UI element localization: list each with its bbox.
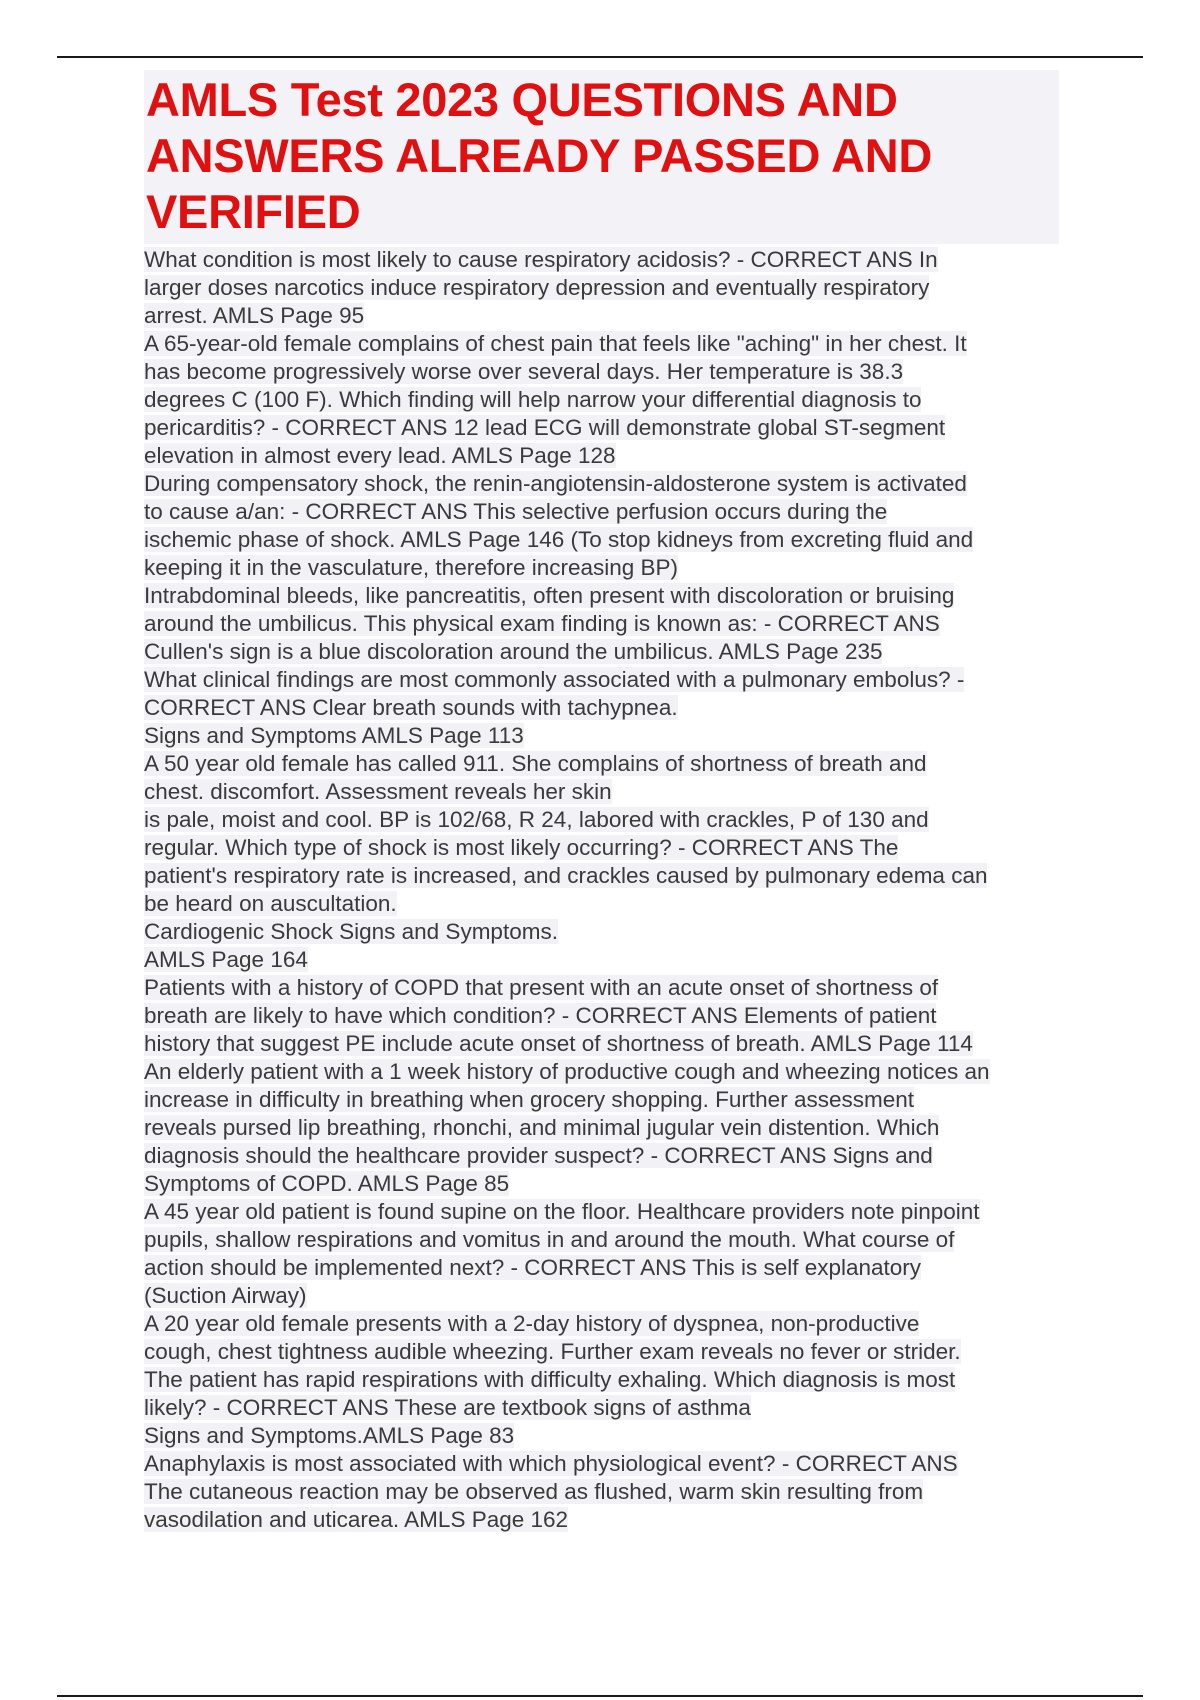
text-line xyxy=(144,1254,1059,1282)
text-line-content: be heard on auscultation. xyxy=(144,891,397,916)
text-line-content: history that suggest PE include acute onset of shortness of breath. AMLS Page 114 xyxy=(144,1031,973,1056)
text-line-content: Symptoms of COPD. AMLS Page 85 xyxy=(144,1171,510,1196)
text-line-content: Signs and Symptoms AMLS Page 113 xyxy=(144,723,524,748)
text-line xyxy=(144,806,1059,834)
text-line xyxy=(144,666,1059,694)
text-line xyxy=(144,1282,1059,1310)
document-title xyxy=(146,72,1055,240)
text-line-content: Cardiogenic Shock Signs and Symptoms. xyxy=(144,919,558,944)
text-line xyxy=(144,1170,1059,1198)
text-line-content: A 45 year old patient is found supine on the floor. Healthcare providers note pinpoint xyxy=(144,1199,980,1224)
text-line-content: The cutaneous reaction may be observed as flushed, warm skin resulting from xyxy=(144,1479,924,1504)
text-line-content: What condition is most likely to cause respiratory acidosis? - CORRECT ANS In xyxy=(144,247,938,272)
text-line-content: arrest. AMLS Page 95 xyxy=(144,303,365,328)
text-line-content: pericarditis? - CORRECT ANS 12 lead ECG will demonstrate global ST-segment xyxy=(144,415,946,440)
text-line-content: around the umbilicus. This physical exam finding is known as: - CORRECT ANS xyxy=(144,611,940,636)
text-line-content: vasodilation and uticarea. AMLS Page 162 xyxy=(144,1507,569,1532)
text-line xyxy=(144,638,1059,666)
title-block xyxy=(144,70,1059,244)
text-line-content: reveals pursed lip breathing, rhonchi, and minimal jugular vein distention. Which xyxy=(144,1115,940,1140)
text-line xyxy=(144,1422,1059,1450)
text-line xyxy=(144,1086,1059,1114)
text-line-content: What clinical findings are most commonly associated with a pulmonary embolus? - xyxy=(144,667,965,692)
text-line xyxy=(144,246,1059,274)
qa-list xyxy=(144,246,1059,1534)
text-line-content: breath are likely to have which condition? - CORRECT ANS Elements of patient xyxy=(144,1003,937,1028)
text-line-content: chest. discomfort. Assessment reveals her skin xyxy=(144,779,612,804)
text-line xyxy=(144,778,1059,806)
text-line-content: AMLS Page 164 xyxy=(144,947,308,972)
text-line-content: has become progressively worse over several days. Her temperature is 38.3 xyxy=(144,359,904,384)
text-line xyxy=(144,414,1059,442)
text-line-content: increase in difficulty in breathing when grocery shopping. Further assessment xyxy=(144,1087,914,1112)
text-line xyxy=(144,358,1059,386)
document-body xyxy=(144,70,1059,1534)
top-rule xyxy=(57,56,1143,58)
text-line-content: An elderly patient with a 1 week history of productive cough and wheezing notices an xyxy=(144,1059,990,1084)
text-line xyxy=(144,862,1059,890)
text-line-content: action should be implemented next? - CORRECT ANS This is self explanatory xyxy=(144,1255,922,1280)
text-line xyxy=(144,1030,1059,1058)
text-line-content: Anaphylaxis is most associated with which physiological event? - CORRECT ANS xyxy=(144,1451,958,1476)
text-line xyxy=(144,442,1059,470)
text-line xyxy=(144,834,1059,862)
text-line xyxy=(144,974,1059,1002)
text-line-content: regular. Which type of shock is most likely occurring? - CORRECT ANS The xyxy=(144,835,899,860)
text-line-content: elevation in almost every lead. AMLS Page 128 xyxy=(144,443,616,468)
bottom-rule xyxy=(57,1695,1143,1697)
text-line xyxy=(144,470,1059,498)
text-line-content: keeping it in the vasculature, therefore increasing BP) xyxy=(144,555,679,580)
text-line xyxy=(144,750,1059,778)
text-line-content: patient's respiratory rate is increased, and crackles caused by pulmonary edema can xyxy=(144,863,988,888)
text-line xyxy=(144,1142,1059,1170)
text-line xyxy=(144,1002,1059,1030)
text-line xyxy=(144,1366,1059,1394)
text-line xyxy=(144,1450,1059,1478)
text-line xyxy=(144,694,1059,722)
text-line-content: Patients with a history of COPD that present with an acute onset of shortness of xyxy=(144,975,939,1000)
text-line xyxy=(144,1198,1059,1226)
text-line-content: Intrabdominal bleeds, like pancreatitis, often present with discoloration or bruising xyxy=(144,583,955,608)
text-line-content: Signs and Symptoms.AMLS Page 83 xyxy=(144,1423,515,1448)
text-line xyxy=(144,526,1059,554)
text-line-content: CORRECT ANS Clear breath sounds with tachypnea. xyxy=(144,695,678,720)
text-line-content: cough, chest tightness audible wheezing. Further exam reveals no fever or strider. xyxy=(144,1339,961,1364)
title-line: VERIFIED xyxy=(146,185,361,238)
text-line xyxy=(144,1058,1059,1086)
text-line-content: degrees C (100 F). Which finding will help narrow your differential diagnosis to xyxy=(144,387,922,412)
text-line-content: likely? - CORRECT ANS These are textbook signs of asthma xyxy=(144,1395,751,1420)
text-line-content: to cause a/an: - CORRECT ANS This selective perfusion occurs during the xyxy=(144,499,888,524)
text-line-content: The patient has rapid respirations with difficulty exhaling. Which diagnosis is most xyxy=(144,1367,956,1392)
text-line xyxy=(144,386,1059,414)
text-line xyxy=(144,1226,1059,1254)
text-line xyxy=(144,946,1059,974)
text-line-content: A 20 year old female presents with a 2-day history of dyspnea, non-productive xyxy=(144,1311,920,1336)
text-line xyxy=(144,1310,1059,1338)
text-line xyxy=(144,274,1059,302)
text-line xyxy=(144,302,1059,330)
text-line xyxy=(144,890,1059,918)
title-line: AMLS Test 2023 QUESTIONS AND xyxy=(146,73,898,126)
text-line-content: A 65-year-old female complains of chest pain that feels like "aching" in her chest. It xyxy=(144,331,967,356)
text-line-content: During compensatory shock, the renin-angiotensin-aldosterone system is activated xyxy=(144,471,967,496)
text-line xyxy=(144,1506,1059,1534)
text-line-content: is pale, moist and cool. BP is 102/68, R 24, labored with crackles, P of 130 and xyxy=(144,807,929,832)
text-line xyxy=(144,722,1059,750)
text-line xyxy=(144,1338,1059,1366)
text-line-content: Cullen's sign is a blue discoloration around the umbilicus. AMLS Page 235 xyxy=(144,639,883,664)
text-line xyxy=(144,1114,1059,1142)
text-line xyxy=(144,498,1059,526)
text-line xyxy=(144,1478,1059,1506)
title-line: ANSWERS ALREADY PASSED AND xyxy=(146,129,933,182)
text-line xyxy=(144,330,1059,358)
text-line-content: larger doses narcotics induce respiratory depression and eventually respiratory xyxy=(144,275,930,300)
text-line-content: ischemic phase of shock. AMLS Page 146 (To stop kidneys from excreting fluid and xyxy=(144,527,974,552)
text-line xyxy=(144,1394,1059,1422)
text-line xyxy=(144,582,1059,610)
text-line xyxy=(144,610,1059,638)
text-line xyxy=(144,918,1059,946)
text-line-content: (Suction Airway) xyxy=(144,1283,307,1308)
text-line xyxy=(144,554,1059,582)
text-line-content: pupils, shallow respirations and vomitus in and around the mouth. What course of xyxy=(144,1227,955,1252)
text-line-content: diagnosis should the healthcare provider suspect? - CORRECT ANS Signs and xyxy=(144,1143,933,1168)
text-line-content: A 50 year old female has called 911. She complains of shortness of breath and xyxy=(144,751,927,776)
